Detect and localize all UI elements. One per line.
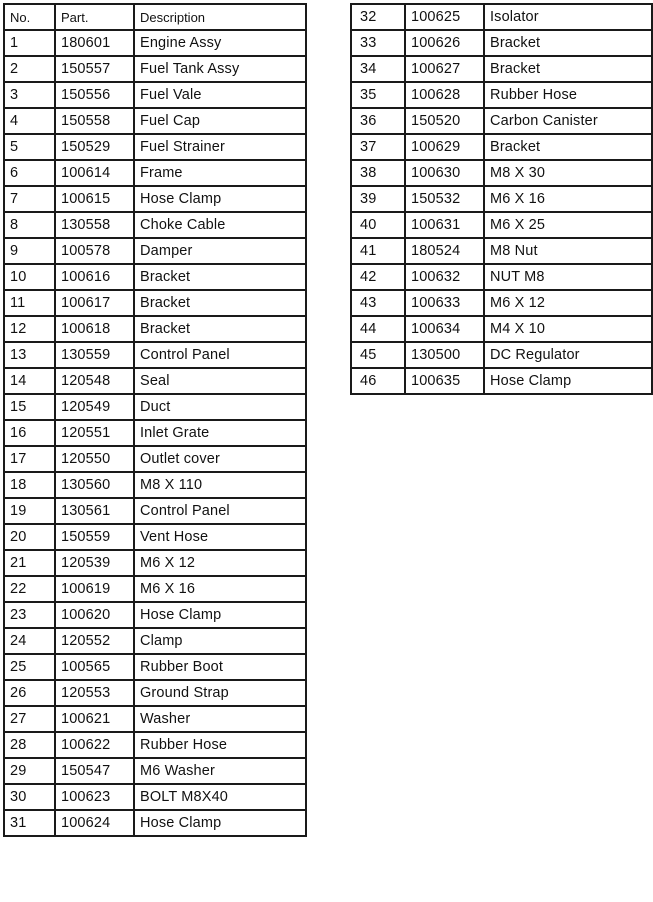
part-number-cell: 40 (351, 212, 405, 238)
part-description-cell: Seal (134, 368, 306, 394)
part-description-cell: Engine Assy (134, 30, 306, 56)
part-number-cell: 7 (4, 186, 55, 212)
part-number-cell: 18 (4, 472, 55, 498)
header-row (4, 4, 306, 30)
table-row (4, 56, 306, 82)
table-row (351, 316, 652, 342)
table-row (351, 368, 652, 394)
part-code-cell: 100634 (405, 316, 484, 342)
part-code-cell: 100565 (55, 654, 134, 680)
part-number-cell: 14 (4, 368, 55, 394)
part-code-cell: 100633 (405, 290, 484, 316)
part-description-cell: Control Panel (134, 342, 306, 368)
table-row (351, 290, 652, 316)
table-row (4, 134, 306, 160)
table-row (4, 30, 306, 56)
part-description-cell: Fuel Vale (134, 82, 306, 108)
part-number-cell: 46 (351, 368, 405, 394)
part-code-cell: 120553 (55, 680, 134, 706)
table-row (4, 576, 306, 602)
part-number-cell: 4 (4, 108, 55, 134)
part-code-cell: 100622 (55, 732, 134, 758)
part-code-cell: 150559 (55, 524, 134, 550)
table-row (4, 342, 306, 368)
part-description-cell: Bracket (134, 264, 306, 290)
part-description-cell: Hose Clamp (484, 368, 652, 394)
part-description-cell: Inlet Grate (134, 420, 306, 446)
part-description-cell: Damper (134, 238, 306, 264)
part-description-cell: M6 X 12 (484, 290, 652, 316)
part-description-cell: Choke Cable (134, 212, 306, 238)
part-number-cell: 2 (4, 56, 55, 82)
part-number-cell: 33 (351, 30, 405, 56)
part-code-cell: 100625 (405, 4, 484, 30)
part-number-cell: 32 (351, 4, 405, 30)
part-code-cell: 100628 (405, 82, 484, 108)
part-description-cell: Rubber Boot (134, 654, 306, 680)
part-description-cell: Isolator (484, 4, 652, 30)
part-code-cell: 100630 (405, 160, 484, 186)
part-code-cell: 130559 (55, 342, 134, 368)
part-description-cell: Outlet cover (134, 446, 306, 472)
part-description-cell: M8 X 30 (484, 160, 652, 186)
part-description-cell: Ground Strap (134, 680, 306, 706)
part-code-cell: 100631 (405, 212, 484, 238)
header-no: No. (4, 4, 55, 30)
table-row (351, 160, 652, 186)
part-code-cell: 100632 (405, 264, 484, 290)
part-code-cell: 150558 (55, 108, 134, 134)
part-description-cell: Duct (134, 394, 306, 420)
part-number-cell: 10 (4, 264, 55, 290)
table-row (4, 420, 306, 446)
table-row (4, 368, 306, 394)
table-row (4, 706, 306, 732)
part-number-cell: 28 (4, 732, 55, 758)
part-number-cell: 36 (351, 108, 405, 134)
part-code-cell: 100635 (405, 368, 484, 394)
part-description-cell: Hose Clamp (134, 186, 306, 212)
part-description-cell: M8 X 110 (134, 472, 306, 498)
part-description-cell: Rubber Hose (484, 82, 652, 108)
part-code-cell: 130561 (55, 498, 134, 524)
part-code-cell: 150529 (55, 134, 134, 160)
part-number-cell: 39 (351, 186, 405, 212)
table-row (4, 160, 306, 186)
part-number-cell: 42 (351, 264, 405, 290)
part-number-cell: 12 (4, 316, 55, 342)
part-code-cell: 150520 (405, 108, 484, 134)
table-row (351, 4, 652, 30)
table-row (351, 56, 652, 82)
part-description-cell: M6 X 12 (134, 550, 306, 576)
part-number-cell: 34 (351, 56, 405, 82)
part-description-cell: M6 Washer (134, 758, 306, 784)
part-code-cell: 100626 (405, 30, 484, 56)
part-description-cell: Fuel Tank Assy (134, 56, 306, 82)
part-number-cell: 35 (351, 82, 405, 108)
part-code-cell: 100616 (55, 264, 134, 290)
part-number-cell: 15 (4, 394, 55, 420)
table-row (4, 82, 306, 108)
part-code-cell: 100578 (55, 238, 134, 264)
part-code-cell: 100629 (405, 134, 484, 160)
part-number-cell: 37 (351, 134, 405, 160)
table-row (4, 472, 306, 498)
part-description-cell: Fuel Cap (134, 108, 306, 134)
table-row (351, 212, 652, 238)
table-row (4, 810, 306, 836)
part-number-cell: 43 (351, 290, 405, 316)
part-number-cell: 25 (4, 654, 55, 680)
part-code-cell: 100624 (55, 810, 134, 836)
part-description-cell: DC Regulator (484, 342, 652, 368)
table-row (4, 498, 306, 524)
table-row (351, 186, 652, 212)
part-code-cell: 130560 (55, 472, 134, 498)
table-row (4, 680, 306, 706)
part-description-cell: Bracket (484, 134, 652, 160)
table-row (4, 290, 306, 316)
part-number-cell: 23 (4, 602, 55, 628)
part-description-cell: Hose Clamp (134, 810, 306, 836)
table-row (351, 82, 652, 108)
table-row (351, 342, 652, 368)
part-code-cell: 100617 (55, 290, 134, 316)
part-number-cell: 1 (4, 30, 55, 56)
part-number-cell: 3 (4, 82, 55, 108)
part-description-cell: Carbon Canister (484, 108, 652, 134)
part-code-cell: 150547 (55, 758, 134, 784)
table-row (4, 316, 306, 342)
part-description-cell: BOLT M8X40 (134, 784, 306, 810)
part-number-cell: 20 (4, 524, 55, 550)
table-row (4, 524, 306, 550)
part-code-cell: 100615 (55, 186, 134, 212)
parts-table-right (350, 3, 653, 395)
table-row (4, 186, 306, 212)
part-code-cell: 120550 (55, 446, 134, 472)
part-code-cell: 100627 (405, 56, 484, 82)
table-row (351, 264, 652, 290)
part-description-cell: Fuel Strainer (134, 134, 306, 160)
part-code-cell: 130500 (405, 342, 484, 368)
part-number-cell: 8 (4, 212, 55, 238)
table-row (4, 654, 306, 680)
part-description-cell: Hose Clamp (134, 602, 306, 628)
part-description-cell: M4 X 10 (484, 316, 652, 342)
part-description-cell: Bracket (134, 290, 306, 316)
part-description-cell: Vent Hose (134, 524, 306, 550)
part-number-cell: 6 (4, 160, 55, 186)
part-code-cell: 100618 (55, 316, 134, 342)
part-number-cell: 13 (4, 342, 55, 368)
part-code-cell: 120551 (55, 420, 134, 446)
part-description-cell: M6 X 16 (484, 186, 652, 212)
part-number-cell: 45 (351, 342, 405, 368)
part-number-cell: 11 (4, 290, 55, 316)
part-number-cell: 44 (351, 316, 405, 342)
part-code-cell: 100619 (55, 576, 134, 602)
part-description-cell: M6 X 25 (484, 212, 652, 238)
part-code-cell: 100621 (55, 706, 134, 732)
part-description-cell: M8 Nut (484, 238, 652, 264)
header-description: Description (134, 4, 306, 30)
table-row (4, 602, 306, 628)
part-code-cell: 100614 (55, 160, 134, 186)
part-code-cell: 120539 (55, 550, 134, 576)
part-number-cell: 31 (4, 810, 55, 836)
header-part: Part. (55, 4, 134, 30)
part-number-cell: 38 (351, 160, 405, 186)
part-description-cell: M6 X 16 (134, 576, 306, 602)
part-code-cell: 150557 (55, 56, 134, 82)
part-description-cell: Control Panel (134, 498, 306, 524)
part-code-cell: 150556 (55, 82, 134, 108)
table-row (4, 446, 306, 472)
part-description-cell: Rubber Hose (134, 732, 306, 758)
table-row (4, 238, 306, 264)
table-row (4, 212, 306, 238)
part-number-cell: 21 (4, 550, 55, 576)
table-row (4, 732, 306, 758)
table-row (4, 394, 306, 420)
part-number-cell: 19 (4, 498, 55, 524)
part-code-cell: 120549 (55, 394, 134, 420)
part-number-cell: 22 (4, 576, 55, 602)
table-row (351, 108, 652, 134)
part-description-cell: NUT M8 (484, 264, 652, 290)
part-code-cell: 180601 (55, 30, 134, 56)
part-number-cell: 9 (4, 238, 55, 264)
table-row (4, 264, 306, 290)
part-code-cell: 180524 (405, 238, 484, 264)
part-description-cell: Frame (134, 160, 306, 186)
table-row (4, 758, 306, 784)
part-code-cell: 150532 (405, 186, 484, 212)
part-code-cell: 100620 (55, 602, 134, 628)
parts-table-left (3, 3, 307, 837)
part-number-cell: 16 (4, 420, 55, 446)
part-description-cell: Clamp (134, 628, 306, 654)
part-number-cell: 17 (4, 446, 55, 472)
part-code-cell: 130558 (55, 212, 134, 238)
part-code-cell: 120548 (55, 368, 134, 394)
part-code-cell: 120552 (55, 628, 134, 654)
table-row (351, 238, 652, 264)
table-row (4, 550, 306, 576)
part-number-cell: 29 (4, 758, 55, 784)
part-description-cell: Bracket (134, 316, 306, 342)
table-row (351, 30, 652, 56)
part-description-cell: Bracket (484, 56, 652, 82)
part-number-cell: 30 (4, 784, 55, 810)
part-description-cell: Bracket (484, 30, 652, 56)
part-number-cell: 5 (4, 134, 55, 160)
part-description-cell: Washer (134, 706, 306, 732)
part-code-cell: 100623 (55, 784, 134, 810)
table-row (4, 784, 306, 810)
part-number-cell: 24 (4, 628, 55, 654)
table-row (4, 108, 306, 134)
table-row (4, 628, 306, 654)
part-number-cell: 41 (351, 238, 405, 264)
part-number-cell: 27 (4, 706, 55, 732)
part-number-cell: 26 (4, 680, 55, 706)
table-row (351, 134, 652, 160)
